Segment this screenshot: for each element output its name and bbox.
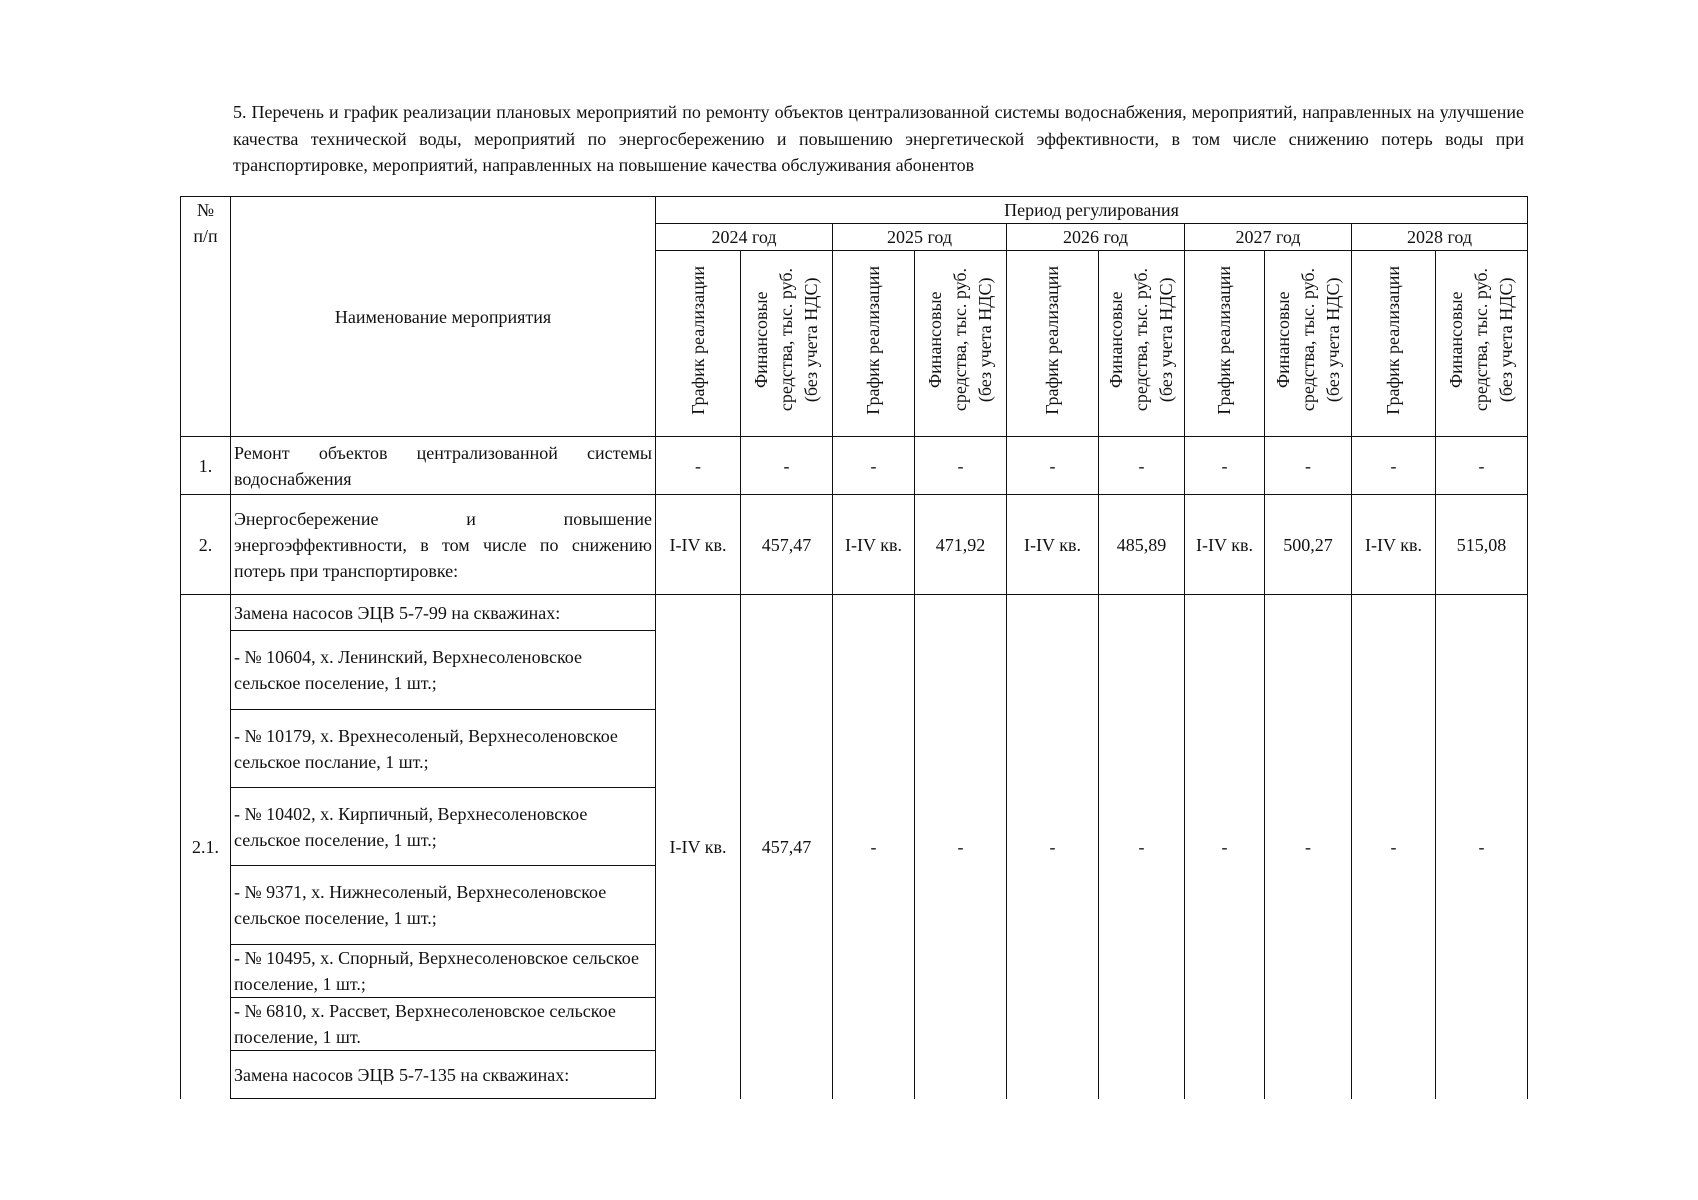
cell-value: I-IV кв. — [656, 595, 741, 1099]
table-row — [181, 437, 1528, 495]
header-year-2024: 2024 год — [656, 224, 833, 251]
cell-value: 500,27 — [1265, 495, 1352, 595]
cell-value: 485,89 — [1099, 495, 1185, 595]
cell-value: - — [656, 437, 741, 495]
row-number: 2. — [181, 495, 231, 595]
header-year-2027: 2027 год — [1185, 224, 1352, 251]
cell-value: - — [833, 437, 915, 495]
cell-value: - — [1007, 595, 1099, 1099]
cell-value: - — [1185, 595, 1265, 1099]
sub-item: - № 10402, х. Кирпичный, Верхнесоленовское сельское поселение, 1 шт.; — [231, 788, 656, 866]
cell-value: - — [915, 437, 1007, 495]
cell-value: I-IV кв. — [656, 495, 741, 595]
subheader-finance: Финансовые средства, тыс. руб. (без учета НДС) — [1099, 251, 1185, 437]
subheader-schedule: График реализации — [1352, 251, 1436, 437]
table-row — [181, 495, 1528, 595]
cell-value: - — [1265, 595, 1352, 1099]
cell-value: - — [1099, 595, 1185, 1099]
cell-value: - — [1007, 437, 1099, 495]
cell-value: - — [1185, 437, 1265, 495]
cell-value: - — [1436, 437, 1528, 495]
subheader-schedule: График реализации — [1185, 251, 1265, 437]
header-name: Наименование мероприятия — [231, 197, 656, 437]
sub-item: - № 6810, х. Рассвет, Верхнесоленовское сельское поселение, 1 шт. — [231, 998, 656, 1051]
subheader-schedule: График реализации — [1007, 251, 1099, 437]
cell-value: - — [741, 437, 833, 495]
cell-value: - — [1436, 595, 1528, 1099]
header-year-2025: 2025 год — [833, 224, 1007, 251]
sub-item: - № 10495, х. Спорный, Верхнесоленовское сельское поселение, 1 шт.; — [231, 945, 656, 998]
activities-table — [180, 196, 1528, 1099]
header-year-2028: 2028 год — [1352, 224, 1528, 251]
sub-item: - № 9371, х. Нижнесоленый, Верхнесоленовское сельское поселение, 1 шт.; — [231, 866, 656, 945]
table-row — [181, 595, 1528, 631]
cell-value: 457,47 — [741, 495, 833, 595]
cell-value: - — [1265, 437, 1352, 495]
subheader-finance: Финансовые средства, тыс. руб. (без учета НДС) — [1436, 251, 1528, 437]
sub-item: - № 10604, х. Ленинский, Верхнесоленовское сельское поселение, 1 шт.; — [231, 631, 656, 710]
subheader-finance: Финансовые средства, тыс. руб. (без учета НДС) — [741, 251, 833, 437]
cell-value: - — [833, 595, 915, 1099]
row-number: 1. — [181, 437, 231, 495]
cell-value: 515,08 — [1436, 495, 1528, 595]
header-year-2026: 2026 год — [1007, 224, 1185, 251]
cell-value: 457,47 — [741, 595, 833, 1099]
cell-value: - — [1352, 595, 1436, 1099]
row-name: Ремонт объектов централизованной системы водоснабжения — [231, 437, 656, 495]
row-number: 2.1. — [181, 595, 231, 1099]
document-heading: 5. Перечень и график реализации плановых мероприятий по ремонту объектов централизованной системы водоснабжения, мероприятий, направленных на улучшение качества технической воды, мероприятий по энергосбережению и повышению энергетической эффективности, в том числе снижению потерь воды при транспортировке, мероприятий, направленных на повышение качества обслуживания абонентов — [233, 102, 1524, 175]
sub-item: Замена насосов ЭЦВ 5-7-135 на скважинах: — [231, 1051, 656, 1099]
cell-value: - — [915, 595, 1007, 1099]
subheader-finance: Финансовые средства, тыс. руб. (без учета НДС) — [1265, 251, 1352, 437]
header-num: № п/п — [181, 197, 231, 437]
sub-item: - № 10179, х. Врехнесоленый, Верхнесоленовское сельское послание, 1 шт.; — [231, 710, 656, 788]
cell-value: I-IV кв. — [833, 495, 915, 595]
subheader-finance: Финансовые средства, тыс. руб. (без учета НДС) — [915, 251, 1007, 437]
cell-value: 471,92 — [915, 495, 1007, 595]
row-name: Энергосбережение и повышение энергоэффективности, в том числе по снижению потерь при транспортировке: — [231, 495, 656, 595]
cell-value: I-IV кв. — [1185, 495, 1265, 595]
cell-value: I-IV кв. — [1352, 495, 1436, 595]
cell-value: I-IV кв. — [1007, 495, 1099, 595]
cell-value: - — [1099, 437, 1185, 495]
subheader-schedule: График реализации — [833, 251, 915, 437]
subheader-schedule: График реализации — [656, 251, 741, 437]
cell-value: - — [1352, 437, 1436, 495]
sub-item: Замена насосов ЭЦВ 5-7-99 на скважинах: — [231, 595, 656, 631]
header-period: Период регулирования — [656, 197, 1528, 224]
